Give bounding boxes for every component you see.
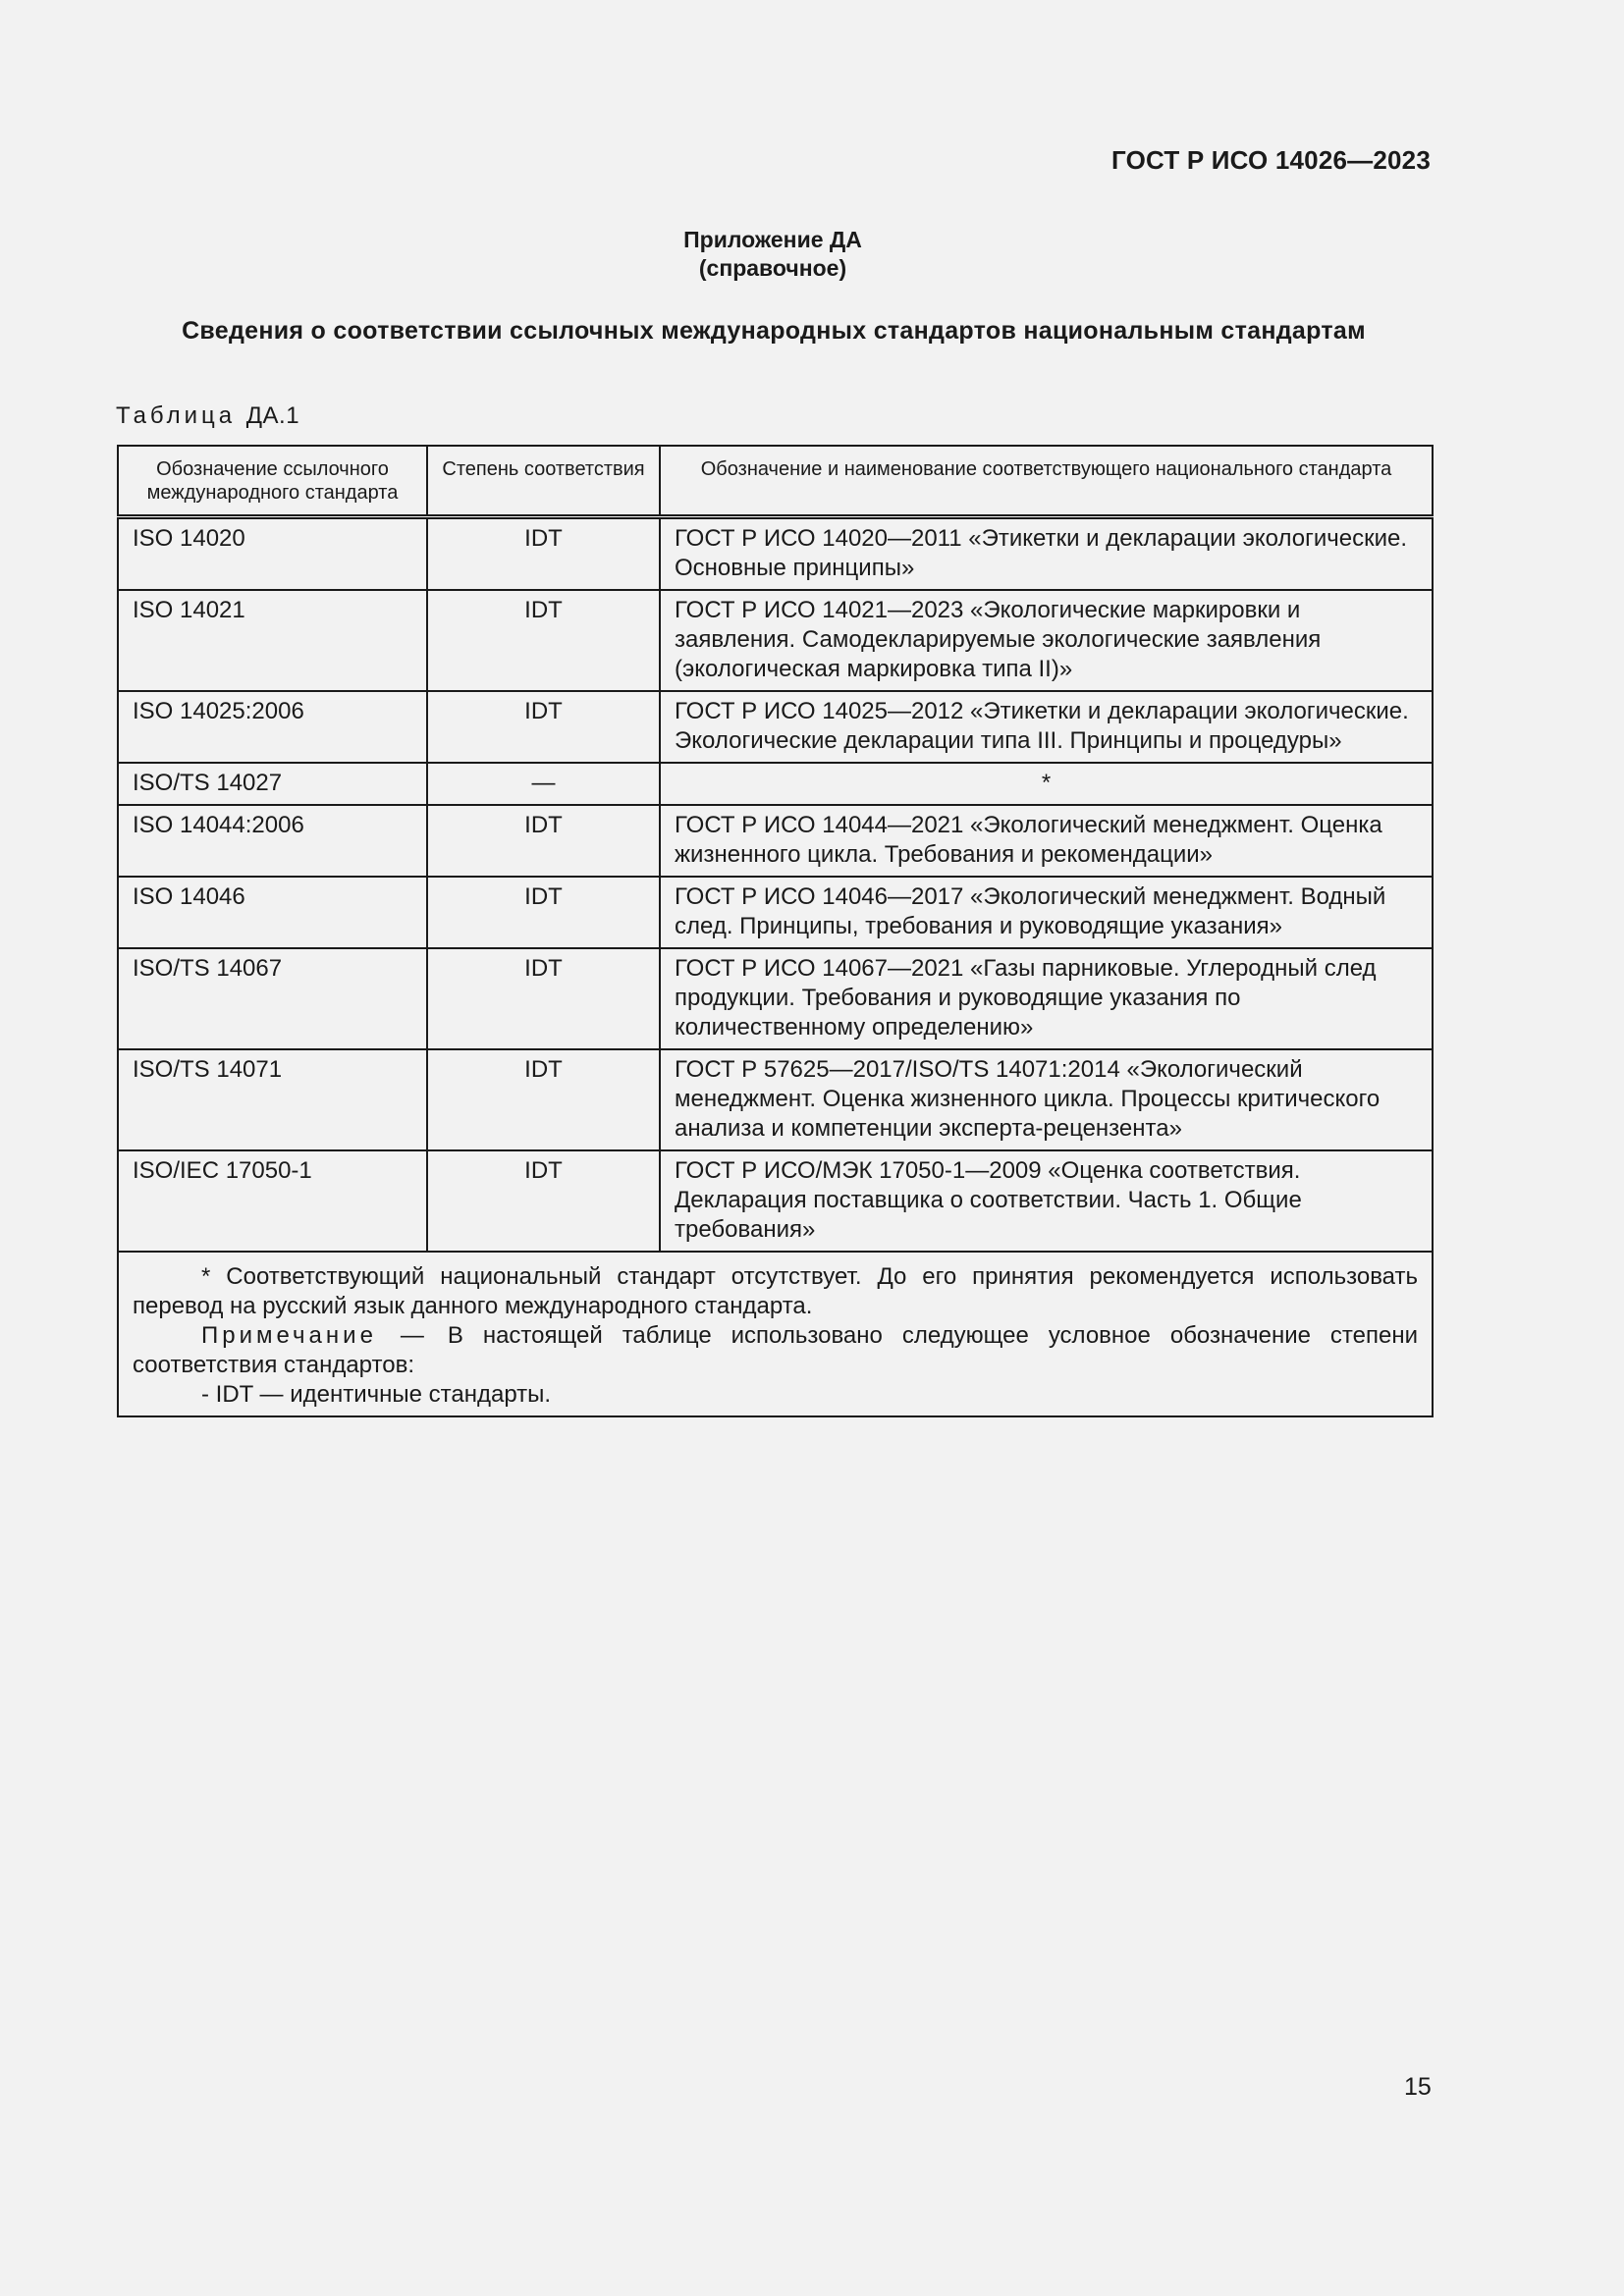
table-caption-word: Таблица bbox=[116, 402, 237, 429]
cell-national: ГОСТ Р ИСО 14020—2011 «Этикетки и декларации экологические. Основные принципы» bbox=[660, 517, 1433, 591]
cell-national: ГОСТ Р ИСО 14044—2021 «Экологический менеджмент. Оценка жизненного цикла. Требования и рекомендации» bbox=[660, 805, 1433, 877]
cell-national: ГОСТ Р ИСО 14021—2023 «Экологические маркировки и заявления. Самодекларируемые экологические заявления (экологическая маркировка типа II)» bbox=[660, 590, 1433, 691]
note bbox=[133, 1321, 1418, 1380]
cell-degree: IDT bbox=[427, 1049, 660, 1150]
cell-national: ГОСТ Р ИСО/МЭК 17050-1—2009 «Оценка соответствия. Декларация поставщика о соответствии. Часть 1. Общие требования» bbox=[660, 1150, 1433, 1252]
table-row bbox=[118, 1049, 1433, 1150]
cell-degree: IDT bbox=[427, 948, 660, 1049]
cell-standard: ISO 14044:2006 bbox=[118, 805, 427, 877]
appendix-title: Приложение ДА bbox=[683, 227, 862, 252]
note-item: - IDT — идентичные стандарты. bbox=[201, 1381, 552, 1408]
cell-national: ГОСТ Р ИСО 14025—2012 «Этикетки и декларации экологические. Экологические декларации типа III. Принципы и процедуры» bbox=[660, 691, 1433, 763]
table-notes-row bbox=[118, 1252, 1433, 1416]
cell-standard: ISO/IEC 17050-1 bbox=[118, 1150, 427, 1252]
table-row bbox=[118, 948, 1433, 1049]
table-row bbox=[118, 805, 1433, 877]
document-code: ГОСТ Р ИСО 14026—2023 bbox=[1110, 145, 1431, 175]
table-caption-number: ДА.1 bbox=[245, 402, 300, 429]
cell-national: ГОСТ Р ИСО 14046—2017 «Экологический менеджмент. Водный след. Принципы, требования и руководящие указания» bbox=[660, 877, 1433, 948]
table-caption bbox=[116, 402, 299, 430]
appendix-title-block bbox=[0, 226, 1545, 283]
table-header-row bbox=[118, 446, 1433, 517]
cell-degree: IDT bbox=[427, 590, 660, 691]
cell-standard: ISO/TS 14027 bbox=[118, 763, 427, 805]
cell-standard: ISO 14025:2006 bbox=[118, 691, 427, 763]
column-header-degree: Степень соответствия bbox=[427, 446, 660, 517]
table-row bbox=[118, 517, 1433, 591]
table-row bbox=[118, 691, 1433, 763]
cell-national: ГОСТ Р 57625—2017/ISO/TS 14071:2014 «Экологический менеджмент. Оценка жизненного цикла. Процессы критического анализа и компетенции эксперта-рецензента» bbox=[660, 1049, 1433, 1150]
cell-degree: — bbox=[427, 763, 660, 805]
section-heading: Сведения о соответствии ссылочных международных стандартов национальным стандартам bbox=[182, 317, 1366, 345]
column-header-national: Обозначение и наименование соответствующего национального стандарта bbox=[660, 446, 1433, 517]
cell-degree: IDT bbox=[427, 877, 660, 948]
cell-standard: ISO/TS 14071 bbox=[118, 1049, 427, 1150]
cell-standard: ISO 14046 bbox=[118, 877, 427, 948]
table-row bbox=[118, 1150, 1433, 1252]
cell-degree: IDT bbox=[427, 805, 660, 877]
note-label: Примечание — bbox=[201, 1322, 428, 1349]
table-row bbox=[118, 877, 1433, 948]
cell-standard: ISO 14021 bbox=[118, 590, 427, 691]
appendix-subtitle: (справочное) bbox=[698, 255, 847, 281]
page-number: 15 bbox=[1404, 2073, 1432, 2101]
cell-national: ГОСТ Р ИСО 14067—2021 «Газы парниковые. Углеродный след продукции. Требования и руководящие указания по количественному определению» bbox=[660, 948, 1433, 1049]
cell-degree: IDT bbox=[427, 517, 660, 591]
table-row bbox=[118, 590, 1433, 691]
table-notes bbox=[118, 1252, 1433, 1416]
cell-national: * bbox=[660, 763, 1433, 805]
footnote: * Соответствующий национальный стандарт отсутствует. До его принятия рекомендуется использовать перевод на русский язык данного международного стандарта. bbox=[133, 1263, 1418, 1319]
correspondence-table bbox=[117, 445, 1434, 1417]
cell-degree: IDT bbox=[427, 1150, 660, 1252]
note-text: В настоящей таблице использовано следующее условное обозначение степени соответствия стандартов: bbox=[133, 1322, 1418, 1378]
column-header-standard: Обозначение ссылочного международного стандарта bbox=[118, 446, 427, 517]
cell-standard: ISO/TS 14067 bbox=[118, 948, 427, 1049]
table-row bbox=[118, 763, 1433, 805]
cell-degree: IDT bbox=[427, 691, 660, 763]
cell-standard: ISO 14020 bbox=[118, 517, 427, 591]
